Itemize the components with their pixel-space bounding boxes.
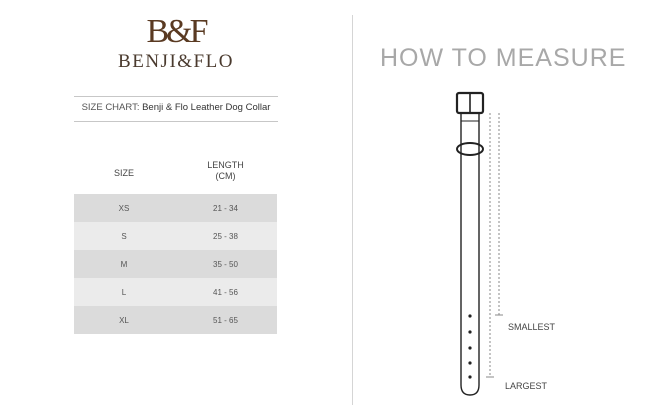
collar-diagram xyxy=(440,85,530,405)
collar-hole xyxy=(468,375,471,378)
title-rule-top xyxy=(74,96,278,97)
length-cell: 51 - 65 xyxy=(213,315,238,325)
title-rule-bottom xyxy=(74,121,278,122)
size-chart-product: Benji & Flo Leather Dog Collar xyxy=(142,102,271,113)
size-cell: L xyxy=(121,287,127,297)
size-cell: M xyxy=(120,259,128,269)
largest-label: LARGEST xyxy=(505,381,548,391)
size-table xyxy=(74,194,277,334)
table-row xyxy=(74,250,277,278)
length-cell: 21 - 34 xyxy=(213,203,238,213)
size-cell: XS xyxy=(118,203,130,213)
collar-hole xyxy=(468,361,471,364)
column-header-size: SIZE xyxy=(113,168,134,178)
size-cell: XL xyxy=(119,315,129,325)
length-header-line1: LENGTH xyxy=(207,160,244,170)
panel-divider xyxy=(352,15,353,405)
how-to-measure-title: HOW TO MEASURE xyxy=(380,44,627,72)
length-header-line2: (CM) xyxy=(215,171,236,181)
length-cell: 25 - 38 xyxy=(213,231,238,241)
column-header-length xyxy=(174,160,277,182)
table-row xyxy=(74,278,277,306)
brand-logo: B&F xyxy=(146,13,206,50)
collar-hole xyxy=(468,346,471,349)
size-cell: S xyxy=(121,231,127,241)
size-chart-title-prefix: SIZE CHART: xyxy=(81,102,143,113)
length-cell: 35 - 50 xyxy=(213,259,238,269)
smallest-label: SMALLEST xyxy=(508,322,556,332)
table-row xyxy=(74,194,277,222)
brand-name: BENJI&FLO xyxy=(118,51,234,72)
table-row xyxy=(74,306,277,334)
length-cell: 41 - 56 xyxy=(213,287,238,297)
size-chart-title xyxy=(74,102,278,113)
table-row xyxy=(74,222,277,250)
collar-hole xyxy=(468,314,471,317)
collar-hole xyxy=(468,330,471,333)
